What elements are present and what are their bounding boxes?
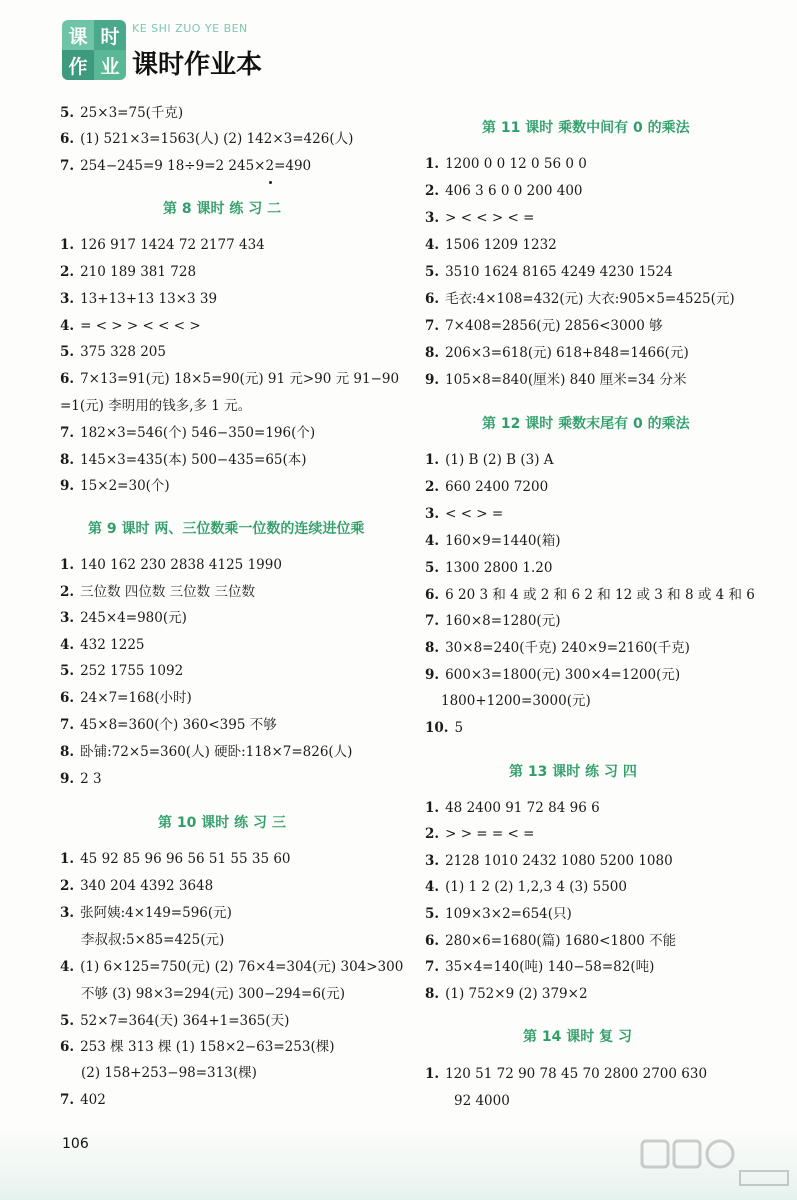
section-heading: 第 14 课时 复 习 [523, 1029, 632, 1045]
answer-number: 5. [425, 560, 440, 576]
answer-text: 160×9=1440(箱) [445, 533, 561, 549]
answer-text: 280×6=1680(篇) 1680<1800 不能 [445, 933, 677, 949]
answer-line [425, 290, 735, 308]
answer-line [60, 130, 353, 148]
answer-line [425, 825, 534, 843]
answer-text: 406 3 6 0 0 200 400 [445, 183, 583, 199]
answer-line [425, 586, 755, 604]
answer-line [425, 958, 654, 976]
answer-text: 张阿姨:4×149=596(元) [80, 905, 232, 921]
answer-continuation: (2) 158+253−98=313(棵) [81, 1065, 257, 1081]
answer-number: 6. [425, 291, 440, 307]
answer-text: 375 328 205 [80, 344, 166, 360]
answer-number: 1. [425, 452, 440, 468]
answer-number: 6. [60, 1039, 75, 1055]
answer-number: 3. [60, 291, 75, 307]
answer-text: 120 51 72 90 78 45 70 2800 2700 630 [445, 1066, 708, 1082]
answer-text: 45 92 85 96 96 56 51 55 35 60 [80, 851, 291, 867]
answer-text: 252 1755 1092 [80, 663, 184, 679]
answer-line [60, 477, 170, 495]
answer-number: 3. [60, 905, 75, 921]
watermark-shape [740, 1171, 788, 1185]
answer-number: 4. [425, 533, 440, 549]
answer-number: 5. [60, 663, 75, 679]
answer-number: 1. [60, 851, 75, 867]
answer-line [425, 719, 463, 737]
watermark-shape [707, 1141, 733, 1167]
answer-text: 160×8=1280(元) [445, 613, 561, 629]
logo-char: 业 [94, 50, 126, 80]
answer-number: 3. [425, 853, 440, 869]
answer-text: 660 2400 7200 [445, 479, 549, 495]
answer-number: 7. [425, 613, 440, 629]
watermark-shape [674, 1141, 700, 1167]
answer-text: 7×13=91(元) 18×5=90(元) 91 元>90 元 91−90 [80, 371, 400, 387]
answer-text: 48 2400 91 72 84 96 6 [445, 800, 600, 816]
answer-number: 6. [60, 371, 75, 387]
answer-number: 9. [425, 372, 440, 388]
answer-number: 1. [425, 800, 440, 816]
answer-number: 8. [425, 640, 440, 656]
answer-number: 6. [425, 933, 440, 949]
answer-text: (1) 1 2 (2) 1,2,3 4 (3) 5500 [445, 879, 627, 895]
watermark-logo [640, 1135, 790, 1190]
answer-continuation: 李叔叔:5×85=425(元) [81, 932, 225, 948]
answer-continuation: =1(元) 李明用的钱多,多 1 元。 [60, 398, 252, 414]
answer-number: 10. [425, 720, 449, 736]
answer-line [425, 905, 572, 923]
answer-text: 182×3=546(个) 546−350=196(个) [80, 425, 316, 441]
answer-number: 2. [425, 826, 440, 842]
logo-char: 时 [94, 20, 126, 50]
answer-line [60, 556, 282, 574]
answer-number: 9. [425, 667, 440, 683]
answer-number: 4. [60, 637, 75, 653]
answer-text: < < > = [445, 506, 504, 522]
answer-line [425, 639, 690, 657]
answer-text: 2 3 [80, 771, 102, 787]
answer-number: 5. [425, 906, 440, 922]
answer-continuation: 不够 (3) 98×3=294(元) 300−294=6(元) [81, 986, 345, 1002]
answer-number: 4. [60, 959, 75, 975]
section-heading: 第 8 课时 练 习 二 [163, 201, 282, 217]
answer-text: 402 [80, 1092, 106, 1108]
stray-dot [269, 181, 272, 184]
answer-line [60, 451, 307, 469]
answer-number: 7. [60, 717, 75, 733]
answer-text: 254−245=9 18÷9=2 245×2=490 [80, 158, 312, 174]
answer-text: (1) 6×125=750(元) (2) 76×4=304(元) 304>300 [80, 959, 404, 975]
answer-text: 卧铺:72×5=360(人) 硬卧:118×7=826(人) [80, 744, 353, 760]
answer-number: 7. [60, 158, 75, 174]
header [62, 18, 462, 88]
answer-line [60, 850, 291, 868]
answer-text: 140 162 230 2838 4125 1990 [80, 557, 282, 573]
answer-line [425, 799, 600, 817]
answer-text: 13+13+13 13×3 39 [80, 291, 218, 307]
answer-line [60, 157, 311, 175]
answer-line [60, 743, 352, 761]
answer-number: 5. [60, 344, 75, 360]
answer-line [60, 236, 265, 254]
answer-line [425, 317, 663, 335]
answer-line [425, 344, 689, 362]
answer-line [425, 236, 557, 254]
book-title: 课时作业本 [132, 50, 263, 80]
answer-line [60, 770, 102, 788]
answer-line [425, 1065, 707, 1083]
answer-number: 1. [425, 156, 440, 172]
answer-line [60, 290, 217, 308]
answer-text: 5 [454, 720, 464, 736]
answer-text: 600×3=1800(元) 300×4=1200(元) [445, 667, 681, 683]
answer-line [60, 689, 192, 707]
answer-number: 2. [425, 183, 440, 199]
answer-line [425, 155, 587, 173]
answer-text: 24×7=168(小时) [80, 690, 192, 706]
answer-number: 7. [425, 959, 440, 975]
section-heading: 第 11 课时 乘数中间有 0 的乘法 [482, 120, 690, 136]
answer-text: 253 棵 313 棵 (1) 158×2−63=253(棵) [80, 1039, 335, 1055]
answer-number: 1. [60, 557, 75, 573]
answer-text: (1) 752×9 (2) 379×2 [445, 986, 588, 1002]
answer-text: 30×8=240(千克) 240×9=2160(千克) [445, 640, 690, 656]
answer-text: 145×3=435(本) 500−435=65(本) [80, 452, 307, 468]
answer-number: 2. [60, 584, 75, 600]
answer-text: 三位数 四位数 三位数 三位数 [80, 584, 255, 600]
logo-char: 作 [62, 50, 94, 80]
answer-number: 9. [60, 478, 75, 494]
answer-line [425, 612, 560, 630]
answer-number: 8. [60, 452, 75, 468]
answer-line [60, 104, 183, 122]
answer-line [60, 343, 166, 361]
section-heading: 第 12 课时 乘数末尾有 0 的乘法 [482, 416, 690, 432]
answer-text: 126 917 1424 72 2177 434 [80, 237, 265, 253]
answer-text: 1506 1209 1232 [445, 237, 557, 253]
answer-line [425, 451, 554, 469]
header-subtitle: KE SHI ZUO YE BEN [132, 22, 248, 35]
answer-line [60, 1091, 106, 1109]
answer-line [60, 904, 232, 922]
answer-line [60, 424, 315, 442]
book-logo [62, 20, 126, 80]
answer-number: 1. [60, 237, 75, 253]
answer-number: 2. [425, 479, 440, 495]
answer-number: 7. [60, 1092, 75, 1108]
answer-text: 6 20 3 和 4 或 2 和 6 2 和 12 或 3 和 8 或 4 和 6 [445, 587, 755, 603]
answer-text: > > = = < = [445, 826, 535, 842]
answer-number: 3. [425, 210, 440, 226]
answer-text: 25×3=75(千克) [80, 105, 184, 121]
answer-text: (1) 521×3=1563(人) (2) 142×3=426(人) [80, 131, 354, 147]
answer-line [425, 878, 627, 896]
answer-text: 206×3=618(元) 618+848=1466(元) [445, 345, 689, 361]
answer-number: 3. [60, 610, 75, 626]
answer-line [60, 716, 277, 734]
answer-line [425, 263, 673, 281]
section-heading: 第 10 课时 练 习 三 [158, 815, 286, 831]
answer-number: 6. [425, 587, 440, 603]
answer-number: 5. [60, 105, 75, 121]
answer-text: 109×3×2=654(只) [445, 906, 572, 922]
answer-text: = < > > < < < > [80, 318, 201, 334]
answer-number: 7. [425, 318, 440, 334]
answer-line [425, 505, 503, 523]
answer-line [60, 1012, 289, 1030]
answer-text: 35×4=140(吨) 140−58=82(吨) [445, 959, 655, 975]
answer-text: 15×2=30(个) [80, 478, 170, 494]
answer-line [425, 932, 676, 950]
answer-number: 5. [60, 1013, 75, 1029]
answer-text: 7×408=2856(元) 2856<3000 够 [445, 318, 663, 334]
page-number: 106 [62, 1136, 89, 1152]
answer-number: 2. [60, 264, 75, 280]
answer-line [60, 1038, 334, 1056]
logo-char: 课 [62, 20, 94, 50]
answer-line [425, 559, 552, 577]
answer-line [60, 958, 403, 976]
answer-number: 3. [425, 506, 440, 522]
answer-line [425, 478, 548, 496]
answer-text: 432 1225 [80, 637, 145, 653]
answer-number: 1. [425, 1066, 440, 1082]
answer-text: 52×7=364(天) 364+1=365(天) [80, 1013, 290, 1029]
answer-text: 45×8=360(个) 360<395 不够 [80, 717, 277, 733]
answer-number: 5. [425, 264, 440, 280]
answer-text: (1) B (2) B (3) A [445, 452, 554, 468]
answer-continuation: 1800+1200=3000(元) [441, 693, 591, 709]
answer-number: 4. [425, 237, 440, 253]
answer-number: 4. [60, 318, 75, 334]
answer-number: 8. [425, 986, 440, 1002]
answer-line [425, 532, 560, 550]
watermark-shape [642, 1141, 668, 1167]
answer-line [425, 209, 534, 227]
answer-line [425, 985, 588, 1003]
answer-number: 8. [60, 744, 75, 760]
answer-text: 3510 1624 8165 4249 4230 1524 [445, 264, 673, 280]
answer-number: 7. [60, 425, 75, 441]
answer-line [60, 583, 255, 601]
answer-number: 6. [60, 131, 75, 147]
answer-line [60, 609, 187, 627]
answer-text: 340 204 4392 3648 [80, 878, 214, 894]
answer-line [425, 666, 680, 684]
answer-text: > < < > < = [445, 210, 535, 226]
answer-text: 210 189 381 728 [80, 264, 197, 280]
answer-line [60, 877, 213, 895]
answer-line [425, 852, 673, 870]
answer-text: 1200 0 0 12 0 56 0 0 [445, 156, 587, 172]
answer-line [60, 263, 196, 281]
answer-text: 245×4=980(元) [80, 610, 187, 626]
answer-number: 4. [425, 879, 440, 895]
section-heading: 第 9 课时 两、三位数乘一位数的连续进位乘 [88, 521, 365, 537]
answer-line [60, 662, 183, 680]
answer-line [60, 370, 399, 388]
answer-number: 6. [60, 690, 75, 706]
answer-line [425, 182, 583, 200]
answer-line [425, 371, 687, 389]
answer-continuation: 92 4000 [454, 1093, 510, 1109]
answer-text: 2128 1010 2432 1080 5200 1080 [445, 853, 673, 869]
answer-line [60, 636, 145, 654]
answer-text: 1300 2800 1.20 [445, 560, 553, 576]
answer-text: 105×8=840(厘米) 840 厘米=34 分米 [445, 372, 687, 388]
answer-number: 8. [425, 345, 440, 361]
answer-number: 9. [60, 771, 75, 787]
answer-line [60, 317, 201, 335]
section-heading: 第 13 课时 练 习 四 [509, 764, 637, 780]
answer-text: 毛衣:4×108=432(元) 大衣:905×5=4525(元) [445, 291, 735, 307]
answer-number: 2. [60, 878, 75, 894]
